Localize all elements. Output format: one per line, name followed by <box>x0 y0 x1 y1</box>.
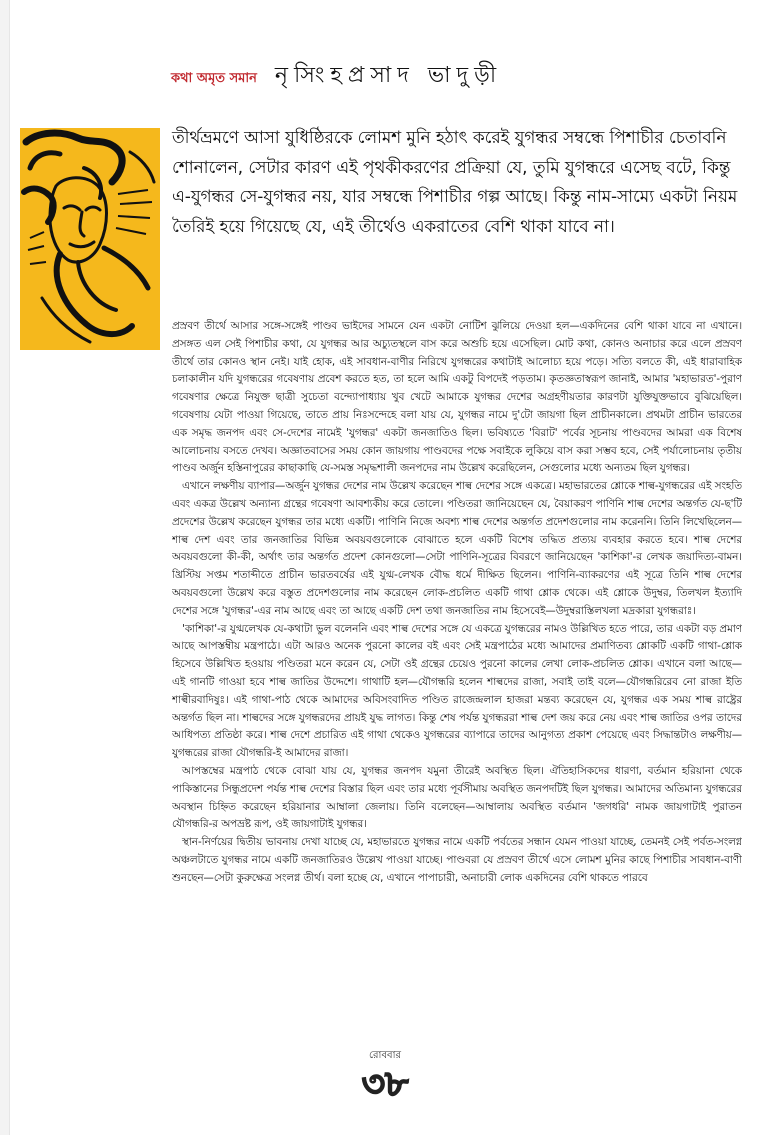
page-number: ৩৮ <box>361 1064 409 1105</box>
article-body <box>172 318 742 1036</box>
body-paragraph: এখানে লক্ষণীয় ব্যাপার—অর্জুন যুগন্ধর দেশের নাম উল্লেখ করেছেন শাল্ব দেশের সঙ্গে একত্রে। মহাভারতের শ্লোকে শাল্ব-যুগন্ধরের এই সংহতি এবং একত্র উল্লেখ অন্যান্য গ্রন্থের গবেষণা আবশ্যকীয় করে তোলে। পণ্ডিতরা জানিয়েছেন যে, বৈয়াকরণ পাণিনি শাল্ব দেশের অন্তর্গত যে-ছ'টি প্রদেশের উল্লেখ করেছেন যুগন্ধর তার মধ্যে একটি। পাণিনি নিজে অবশ্য শাল্ব দেশের অন্তর্গত প্রদেশগুলোর নাম করেননি। তিনি লিখেছিলেন—শাল্ব দেশ এবং তার জনজাতির বিভিন্ন অবয়বগুলোকে বোঝাতে হলে একটি বিশেষ তদ্ধিত প্রত্যয় ব্যবহার করতে হবে। শাল্ব দেশের অবয়বগুলো কী-কী, অর্থাৎ তার অন্তর্গত প্রদেশ কোনগুলো—সেটা পাণিনি-সূত্রের বিবরণে জানিয়েছেন 'কাশিকা'-র লেখক জয়াদিত্য-বামন। খ্রিস্টিয় সপ্তম শতাব্দীতে প্রাচীন ভারতবর্ষের এই যুগ্ম-লেখক বৌদ্ধ ধর্মে দীক্ষিত ছিলেন। পাণিনি-ব্যাকরণের এই সূত্রে তিনি শাল্ব দেশের অবয়বগুলো উল্লেখ করে বস্তুত প্রদেশগুলোর নাম করেছেন লোক-প্রচলিত একটি গাথা শ্লোক থেকে। এই শ্লোকে উদুম্বর, তিলখল ইত্যাদি দেশের সঙ্গে 'যুগন্ধর'-এর নাম আছে এবং তা আছে একটি দেশ তথা জনজাতির নাম হিসেবেই—উদুম্বরাস্তিলখলা মদ্রকারা যুগন্ধরাঃ। <box>172 480 742 617</box>
body-paragraph: প্রস্রবণ তীর্থে আসার সঙ্গে-সঙ্গেই পাণ্ডব ভাইদের সামনে যেন একটা নোটিশ ঝুলিয়ে দেওয়া হল—একদিনের বেশি থাকা যাবে না এখানে। প্রসঙ্গত এল সেই পিশাচীর কথা, যে যুগন্ধর আর অচ্যুতস্থলে বাস করে অশুচি হয়ে এসেছিল। মোট কথা, কোনও অনাচার করে এলে প্রস্রবণ তীর্থে তার কোনও স্থান নেই। যাই হোক, এই সাবধান-বাণীর নিরিখে যুগন্ধরের কথাটাই আলোচ্য হয়ে পড়ে। সত্যি বলতে কী, এই ধারাবাহিক চলাকালীন যদি যুগন্ধরের গবেষণায় প্রবেশ করতে হত, তা হলে আমি একটু বিপদেই পড়তাম। কৃতজ্ঞতাস্বরূপ জানাই, আমার 'মহাভারত'-পুরাণ গবেষণার ক্ষেত্রে নিযুক্ত ছাত্রী সুচেতা বন্দ্যোপাধ্যায় খুব খেটে আমাকে যুগন্ধর দেশের অগ্রহণীয়তার কারণটা যুক্তিযুক্তভাবে বুঝিয়েছিল। গবেষণায় যেটা পাওয়া গিয়েছে, তাতে প্রায় নিঃসন্দেহে বলা যায় যে, যুগন্ধর নামে দু'টো জায়গা ছিল প্রাচীনকালে। প্রথমটা প্রাচীন ভারতের এক সমৃদ্ধ জনপদ এবং সে-দেশের নামেই 'যুগন্ধর' একটা জনজাতিও ছিল। ভবিষ্যতে 'বিরাট' পর্বের সূচনায় পাণ্ডবদের আমরা এক বিশেষ আলোচনায় বসতে দেখব। অজ্ঞাতবাসের সময় কোন জায়গায় পাণ্ডবদের পক্ষে সবাইকে লুকিয়ে বাস করা সম্ভব হবে, সেই পর্যালোচনায় তৃতীয় পাণ্ডব অর্জুন হস্তিনাপুরের কাছাকাছি যে-সমস্ত সমৃদ্ধশালী জনপদের নাম উল্লেখ করেছিলেন, সেগুলোর মধ্যে অন্যতম ছিল যুগন্ধর। <box>172 320 742 475</box>
lead-paragraph: তীর্থভ্রমণে আসা যুধিষ্ঠিরকে লোমশ মুনি হঠাৎ করেই যুগন্ধর সম্বন্ধে পিশাচীর চেতাবনি শোনালেন, সেটার কারণ এই পৃথকীকরণের প্রক্রিয়া যে, তুমি যুগন্ধরে এসেছ বটে, কিন্তু এ-যুগন্ধর সে-যুগন্ধর নয়, যার সম্বন্ধে পিশাচীর গল্প আছে। কিন্তু নাম-সাম্যে একটা নিয়ম তৈরিই হয়ে গিয়েছে যে, এই তীর্থেও একরাতের বেশি থাকা যাবে না। <box>172 127 738 236</box>
column-title: কথা অমৃত সমান <box>171 71 257 86</box>
footer-day-label: রোববার <box>369 1050 401 1061</box>
author-name: নৃসিংহপ্রসাদ ভাদুড়ী <box>274 63 503 88</box>
bearded-sage-portrait-icon <box>20 128 160 350</box>
body-paragraph: স্থান-নির্ণয়ের দ্বিতীয় ভাবনায় দেখা যাচ্ছে যে, মহাভারতে যুগন্ধর নামে একটি পর্বতের সন্ধান যেমন পাওয়া যাচ্ছে, তেমনই সেই পর্বত-সংলগ্ন অঞ্চলটাতে যুগন্ধর নামে একটি জনজাতিরও উল্লেখ পাওয়া যাচ্ছে। পাণ্ডবরা যে প্রস্রবণ তীর্থে এসে লোমশ মুনির কাছে পিশাচীর সাবধান-বাণী শুনছেন—সেটা কুরুক্ষেত্র সংলগ্ন তীর্থ। বলা হচ্ছে যে, এখানে পাপাচারী, অনাচারী লোক একদিনের বেশি থাকতে পারবে <box>172 836 742 884</box>
page-edge <box>0 0 10 1135</box>
page-footer <box>0 1048 770 1105</box>
body-paragraph: আপস্তম্বের মন্ত্রপাঠ থেকে বোঝা যায় যে, যুগন্ধর জনপদ যমুনা তীরেই অবস্থিত ছিল। ঐতিহাসিকদের ধারণা, বর্তমান হরিয়ানা থেকে পাকিস্তানের সিন্ধুপ্রদেশ পর্যন্ত শাল্ব দেশের বিস্তার ছিল এবং তার মধ্যে পূর্বসীমায় অবস্থিত জনপদটিই ছিল যুগন্ধর। আমাদের অতিমান্য যুগন্ধরের অবস্থান চিহ্নিত করেছেন হরিয়ানার আম্বালা জেলায়। তিনি বলেছেন—আম্বালায় অবস্থিত বর্তমান 'জগধরি' নামক জায়গাটাই পুরাতন যৌগন্ধরি-র অপভ্রষ্ট রূপ, ওই জায়গাটাই যুগন্ধর। <box>172 764 742 831</box>
illustration <box>20 128 160 350</box>
article-header <box>171 58 731 92</box>
body-paragraph: 'কাশিকা'-র যুগ্মলেখক যে-কথাটা ভুল বলেননি এবং শাল্ব দেশের সঙ্গে যে একত্রে যুগন্ধরের নামও উল্লিখিত হতে পারে, তার একটা বড় প্রমাণ আছে আপস্তম্বীয় মন্ত্রপাঠে। এটা আরও অনেক পুরনো কালের বই এবং সেই মন্ত্রপাঠের মধ্যে আমাদের প্রমাণিতব্য শ্লোকটি একটি গাথা-শ্লোক হিসেবে উল্লিখিত হওয়ায় পণ্ডিতরা মনে করেন যে, সেটা ওই গ্রন্থের চেয়েও পুরনো কালের লেখা লোক-প্রচলিত শ্লোক। এখানে বলা আছে—এই গানটি গাওয়া হবে শাল্ব জাতির উদ্দেশে। গাথাটি হল—যৌগন্ধরি হলেন শাল্বদের রাজা, সবাই তাই বলে—যৌগন্ধরিরেব নো রাজা ইতি শাল্বীরবাদিষুঃ। এই গাথা-পাঠ থেকে আমাদের অবিসংবাদিত পণ্ডিত রাজেন্দ্রলাল হাজরা মন্তব্য করেছেন যে, যুগন্ধর এক সময় শাল্ব রাষ্ট্রের অন্তর্গত ছিল না। শাল্বদের সঙ্গে যুগন্ধরদের প্রায়ই যুদ্ধ লাগত। কিন্তু শেষ পর্যন্ত যুগন্ধররা শাল্ব দেশ জয় করে নেয় এবং শাল্ব জাতির ওপর তাদের আধিপত্য প্রতিষ্ঠা করে। শাল্ব দেশে প্রচারিত এই গাথা থেকেও যুগন্ধরের ব্যাপারে তাদের আনুগত্য প্রকাশ পেয়েছে এবং সিদ্ধান্তটাও লক্ষণীয়—যুগন্ধরের রাজা যৌগন্ধরি-ই আমাদের রাজা। <box>172 622 742 760</box>
